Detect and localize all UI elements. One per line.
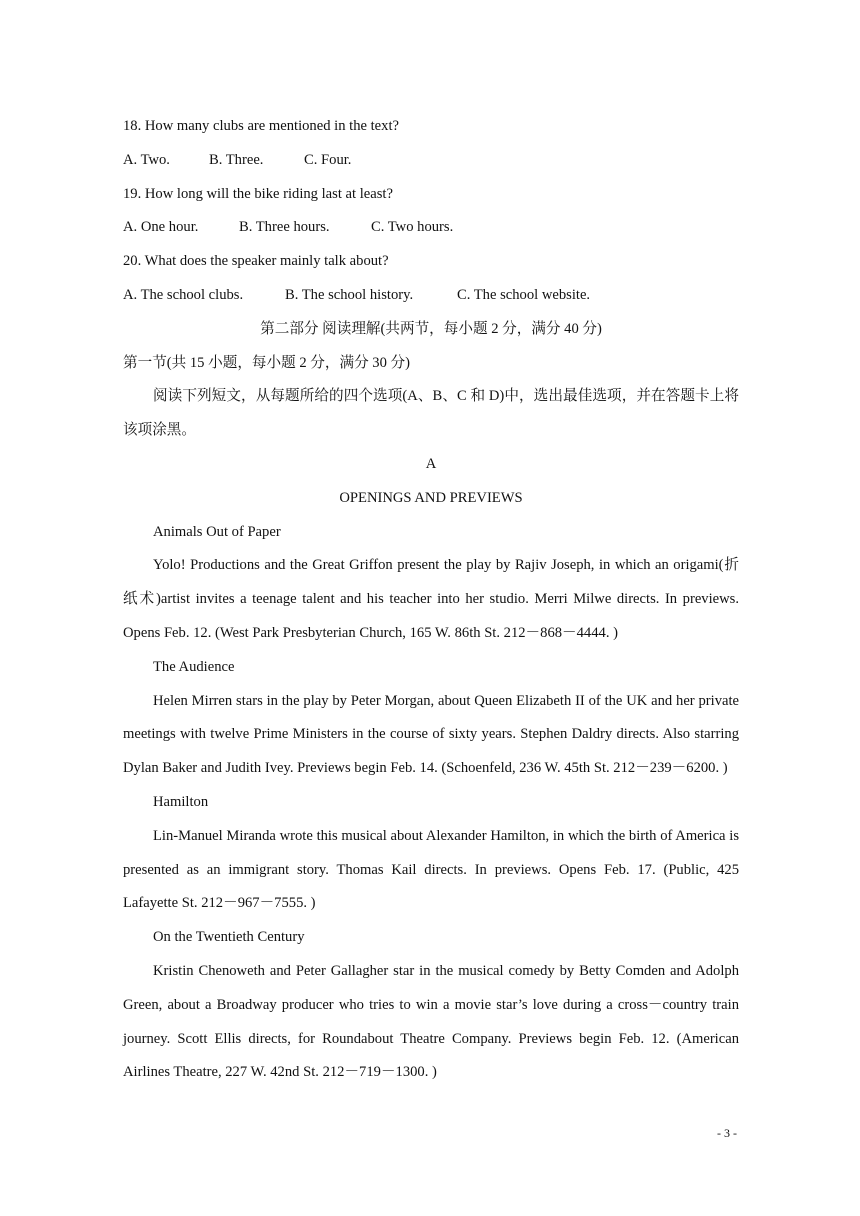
option-a: A. One hour. xyxy=(123,219,199,236)
option-a: A. The school clubs. xyxy=(123,286,244,303)
listing-body: Kristin Chenoweth and Peter Gallagher star in the musical comedy by Betty Comden and Adolph Green, about a Broadway producer who tries to win a movie star’s love during a cross－country train journey. Scott Ellis directs, for Roundabout Theatre Company. Previews begin Feb. 12. (American Airlines Theatre, 227 W. 42nd St. 212－719－1300. ) xyxy=(123,962,739,1081)
passage-title: OPENINGS AND PREVIEWS xyxy=(339,489,523,506)
listing-title: On the Twentieth Century xyxy=(153,929,305,946)
question-18-stem: 18. How many clubs are mentioned in the text? xyxy=(123,118,399,134)
option-b: B. The school history. xyxy=(285,286,414,303)
option-c: C. The school website. xyxy=(457,286,591,303)
listing-title: Hamilton xyxy=(153,793,209,810)
section-heading: 第一节(共 15 小题，每小题 2 分，满分 30 分) xyxy=(123,354,411,371)
page-number: - 3 - xyxy=(717,1126,737,1140)
option-b: B. Three hours. xyxy=(239,219,330,236)
question-20-options xyxy=(123,279,739,313)
option-a: A. Two. xyxy=(123,151,170,168)
option-b: B. Three. xyxy=(209,151,264,168)
listing-title: The Audience xyxy=(153,658,235,675)
page-content xyxy=(123,110,739,1090)
listing-body: Yolo! Productions and the Great Griffon present the play by Rajiv Joseph, in which an origami(折纸术)artist invites a teenage talent and his teacher into her studio. Merri Milwe directs. In previews. Opens Feb. 12. (West Park Presbyterian Church, 165 W. 86th St. 212－868－4444. ) xyxy=(123,557,739,641)
question-19-options xyxy=(123,211,739,245)
listing-title: Animals Out of Paper xyxy=(153,523,281,540)
question-18-options xyxy=(123,144,739,178)
question-20-stem: 20. What does the speaker mainly talk about? xyxy=(123,253,389,270)
passage-letter: A xyxy=(425,455,437,472)
instructions: 阅读下列短文，从每题所给的四个选项(A、B、C 和 D)中，选出最佳选项，并在答题卡上将该项涂黑。 xyxy=(123,388,739,439)
listing-body: Helen Mirren stars in the play by Peter Morgan, about Queen Elizabeth II of the UK and her private meetings with twelve Prime Ministers in the course of sixty years. Stephen Daldry directs. Also starring Dylan Baker and Judith Ivey. Previews begin Feb. 14. (Schoenfeld, 236 W. 45th St. 212－239－6200. ) xyxy=(123,692,739,777)
question-19-stem: 19. How long will the bike riding last at least? xyxy=(123,185,393,202)
part-heading: 第二部分 阅读理解(共两节，每小题 2 分，满分 40 分) xyxy=(260,320,602,337)
listing-body: Lin-Manuel Miranda wrote this musical about Alexander Hamilton, in which the birth of America is presented as an immigrant story. Thomas Kail directs. In previews. Opens Feb. 17. (Public, 425 Lafayette St. 212－967－7555. ) xyxy=(123,827,739,912)
option-c: C. Four. xyxy=(304,151,352,168)
option-c: C. Two hours. xyxy=(371,219,454,236)
